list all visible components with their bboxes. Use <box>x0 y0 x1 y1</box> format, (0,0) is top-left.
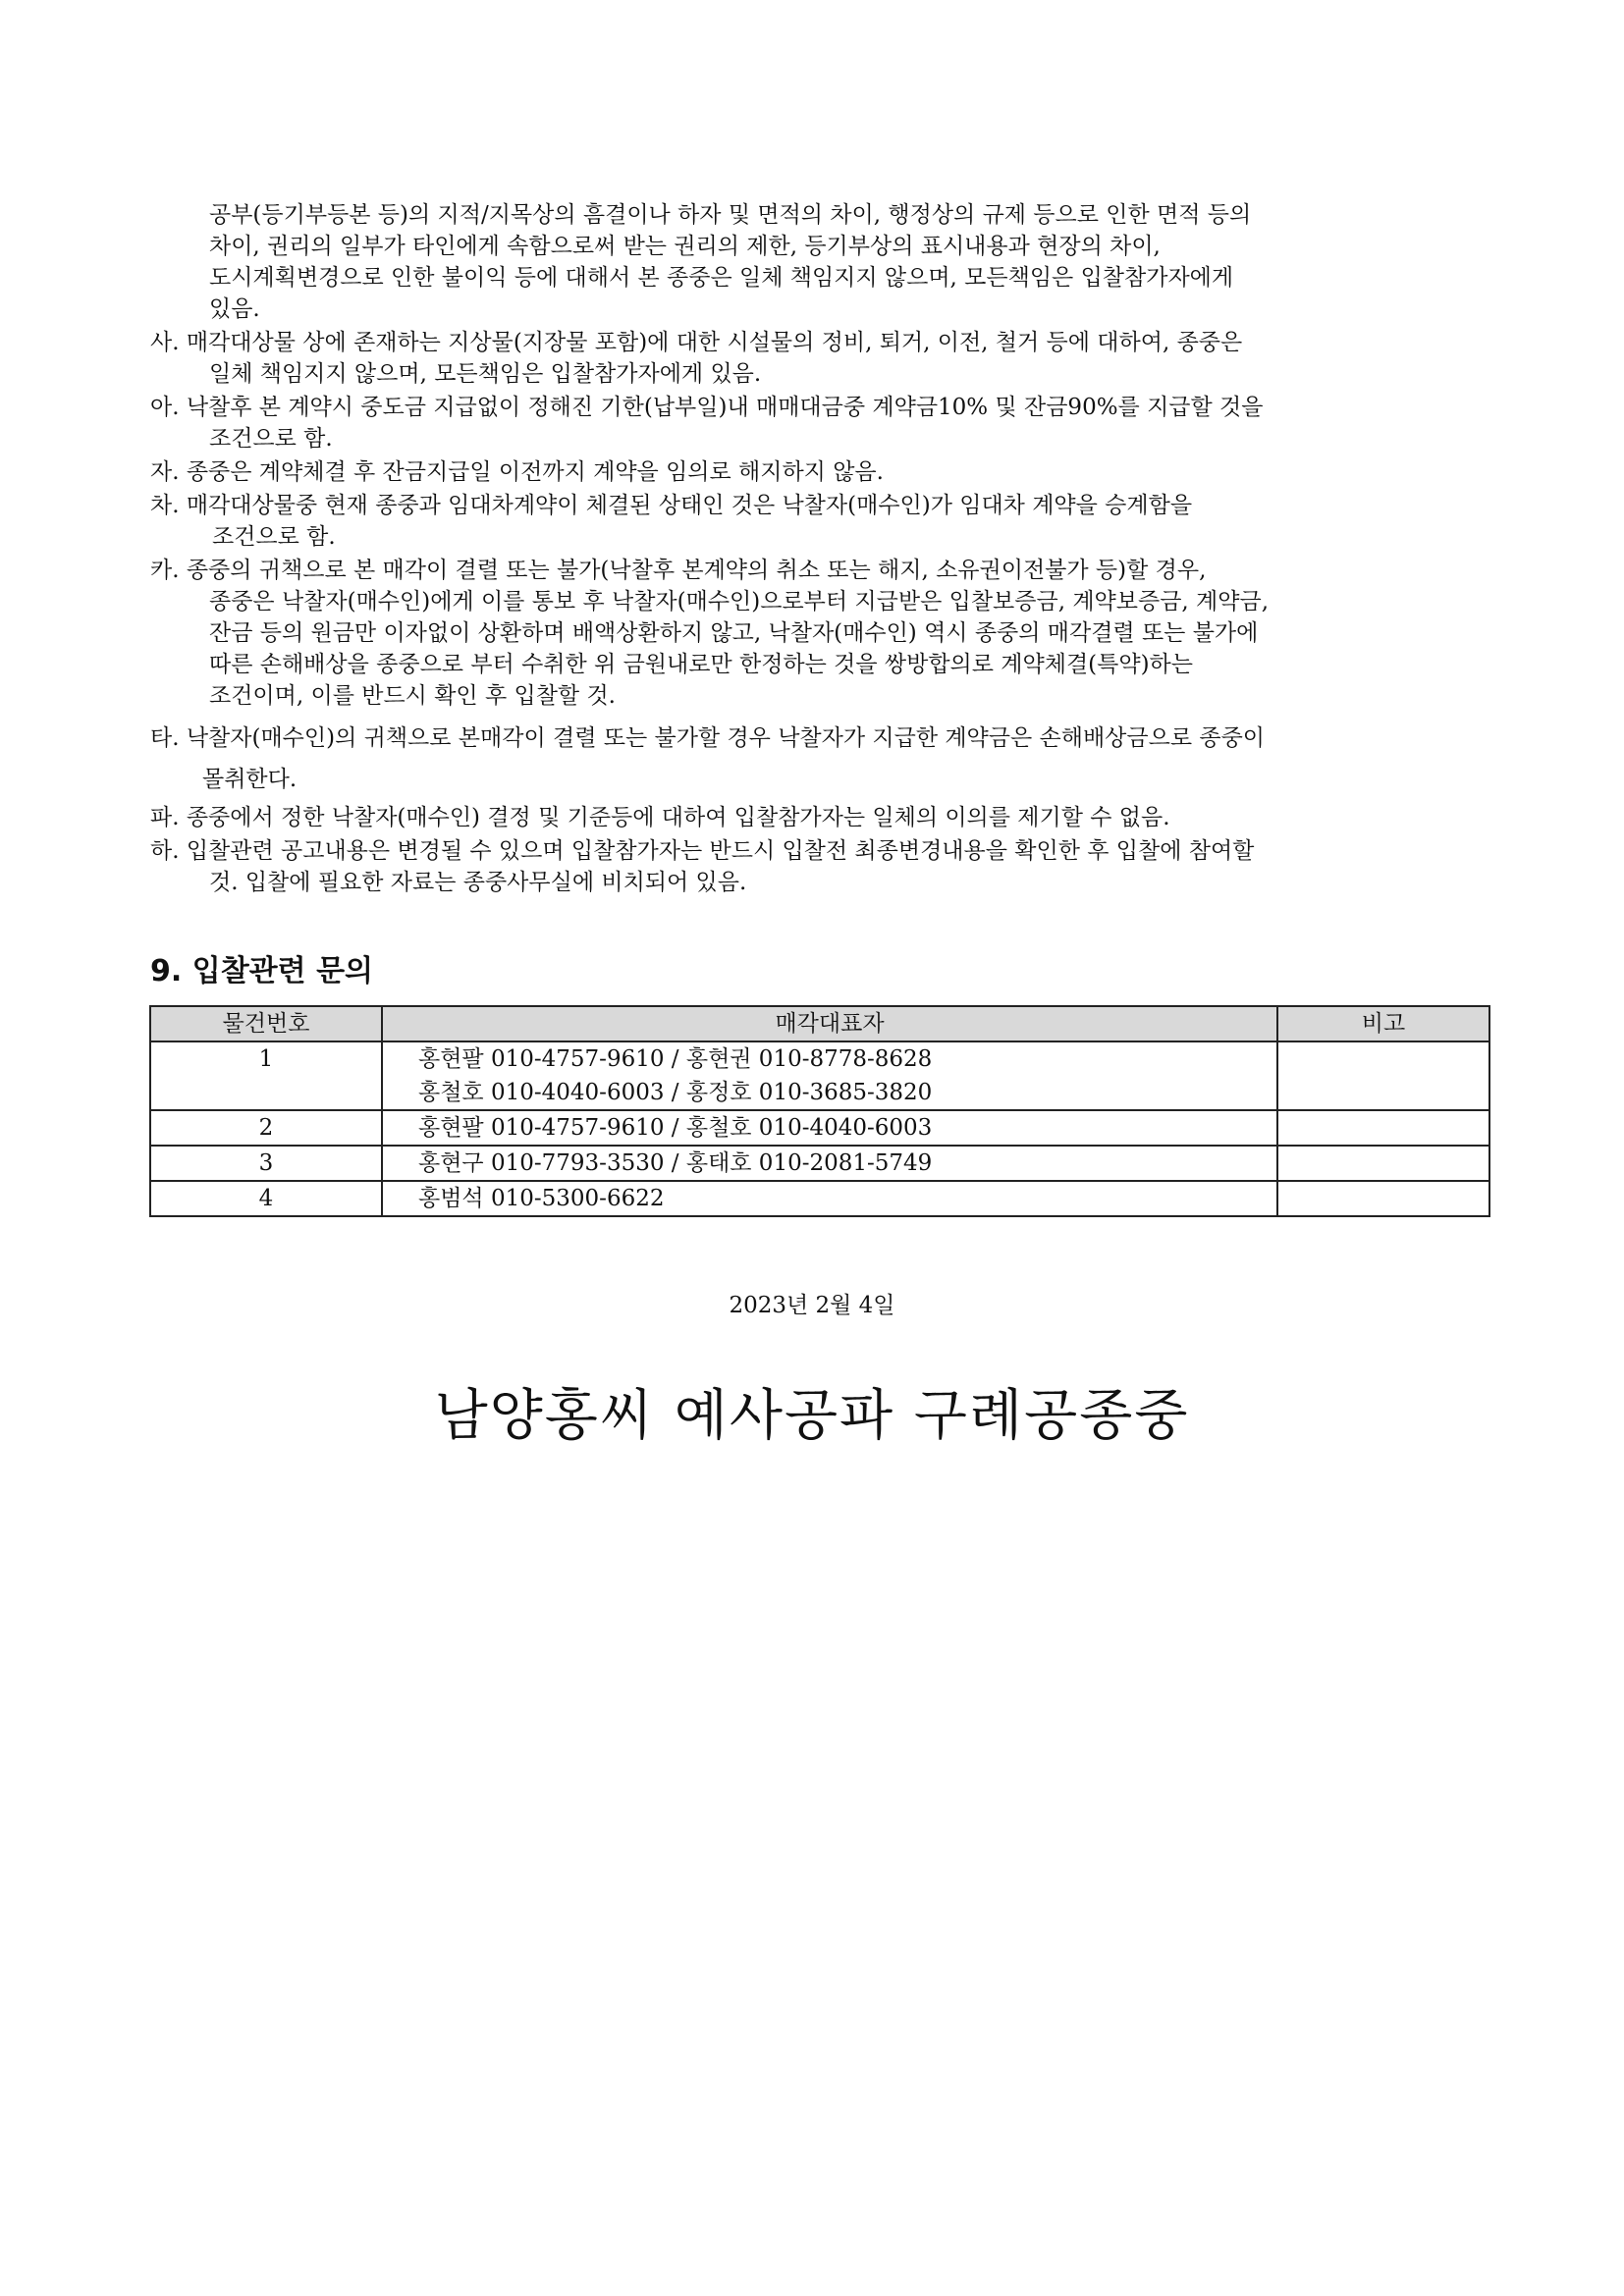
clause-a: 아. 낙찰후 본 계약시 중도금 지급없이 정해진 기한(납부일)내 매매대금중 계약금10% 및 잔금90%를 지급할 것을 <box>150 395 1264 420</box>
note-cell <box>1277 1041 1489 1110</box>
item-number: 2 <box>150 1110 382 1146</box>
section-heading: 9. 입찰관련 문의 <box>150 954 374 988</box>
clause-sa: 사. 매각대상물 상에 존재하는 지상물(지장물 포함)에 대한 시설물의 정비, 퇴거, 이전, 철거 등에 대하여, 종중은 <box>150 330 1243 355</box>
representatives <box>382 1146 1277 1181</box>
inquiry-table <box>149 1005 1490 1217</box>
body-line: 것. 입찰에 필요한 자료는 종중사무실에 비치되어 있음. <box>209 870 747 895</box>
body-line: 잔금 등의 원금만 이자없이 상환하며 배액상환하지 않고, 낙찰자(매수인) 역시 종중의 매각결렬 또는 불가에 <box>209 620 1259 646</box>
column-header: 비고 <box>1277 1006 1489 1041</box>
table-row <box>150 1181 1489 1216</box>
clause-ta: 타. 낙찰자(매수인)의 귀책으로 본매각이 결렬 또는 불가할 경우 낙찰자가 지급한 계약금은 손해배상금으로 종중이 <box>150 725 1266 751</box>
clause-ha: 하. 입찰관련 공고내용은 변경될 수 있으며 입찰참가자는 반드시 입찰전 최종변경내용을 확인한 후 입찰에 참여할 <box>150 838 1255 864</box>
column-header: 물건번호 <box>150 1006 382 1041</box>
item-number: 3 <box>150 1146 382 1181</box>
body-line: 있음. <box>209 296 260 322</box>
item-number: 4 <box>150 1181 382 1216</box>
body-line: 조건이며, 이를 반드시 확인 후 입찰할 것. <box>209 683 616 709</box>
representative-line: 홍범석 010-5300-6622 <box>418 1186 665 1211</box>
column-header: 매각대표자 <box>382 1006 1277 1041</box>
clause-ja: 자. 종중은 계약체결 후 잔금지급일 이전까지 계약을 임의로 해지하지 않음. <box>150 459 884 485</box>
representatives <box>382 1110 1277 1146</box>
representative-line: 홍현팔 010-4757-9610 / 홍현권 010-8778-8628 <box>418 1046 933 1072</box>
note-cell <box>1277 1181 1489 1216</box>
representatives <box>382 1041 1277 1110</box>
item-number: 1 <box>150 1041 382 1110</box>
body-line: 도시계획변경으로 인한 불이익 등에 대해서 본 종중은 일체 책임지지 않으며, 모든책임은 입찰참가자에게 <box>209 265 1234 291</box>
representative-line: 홍현구 010-7793-3530 / 홍태호 010-2081-5749 <box>418 1150 933 1176</box>
table-row <box>150 1110 1489 1146</box>
body-line: 조건으로 함. <box>209 426 333 452</box>
clause-cha: 차. 매각대상물중 현재 종중과 임대차계약이 체결된 상태인 것은 낙찰자(매수인)가 임대차 계약을 승계함을 <box>150 493 1193 518</box>
body-line: 차이, 권리의 일부가 타인에게 속함으로써 받는 권리의 제한, 등기부상의 표시내용과 현장의 차이, <box>209 234 1161 259</box>
representatives <box>382 1181 1277 1216</box>
body-line: 따른 손해배상을 종중으로 부터 수취한 위 금원내로만 한정하는 것을 쌍방합의로 계약체결(특약)하는 <box>209 652 1193 677</box>
representative-line: 홍철호 010-4040-6003 / 홍정호 010-3685-3820 <box>418 1080 933 1105</box>
body-line: 공부(등기부등본 등)의 지적/지목상의 흠결이나 하자 및 면적의 차이, 행정상의 규제 등으로 인한 면적 등의 <box>209 202 1252 228</box>
note-cell <box>1277 1110 1489 1146</box>
clause-pa: 파. 종중에서 정한 낙찰자(매수인) 결정 및 기준등에 대하여 입찰참가자는 일체의 이의를 제기할 수 없음. <box>150 805 1170 830</box>
document-date: 2023년 2월 4일 <box>729 1293 895 1318</box>
organization-name: 남양홍씨 예사공파 구례공종중 <box>434 1384 1190 1448</box>
body-line: 일체 책임지지 않으며, 모든책임은 입찰참가자에게 있음. <box>209 361 762 387</box>
representative-line: 홍현팔 010-4757-9610 / 홍철호 010-4040-6003 <box>418 1115 933 1141</box>
clause-ka: 카. 종중의 귀책으로 본 매각이 결렬 또는 불가(낙찰후 본계약의 취소 또는 해지, 소유권이전불가 등)할 경우, <box>150 558 1207 583</box>
body-line: 종중은 낙찰자(매수인)에게 이를 통보 후 낙찰자(매수인)으로부터 지급받은 입찰보증금, 계약보증금, 계약금, <box>209 589 1269 614</box>
table-row <box>150 1146 1489 1181</box>
note-cell <box>1277 1146 1489 1181</box>
body-line: 몰취한다. <box>202 767 298 792</box>
body-line: 조건으로 함. <box>212 524 336 550</box>
table-row <box>150 1041 1489 1110</box>
table-header-row <box>150 1006 1489 1041</box>
